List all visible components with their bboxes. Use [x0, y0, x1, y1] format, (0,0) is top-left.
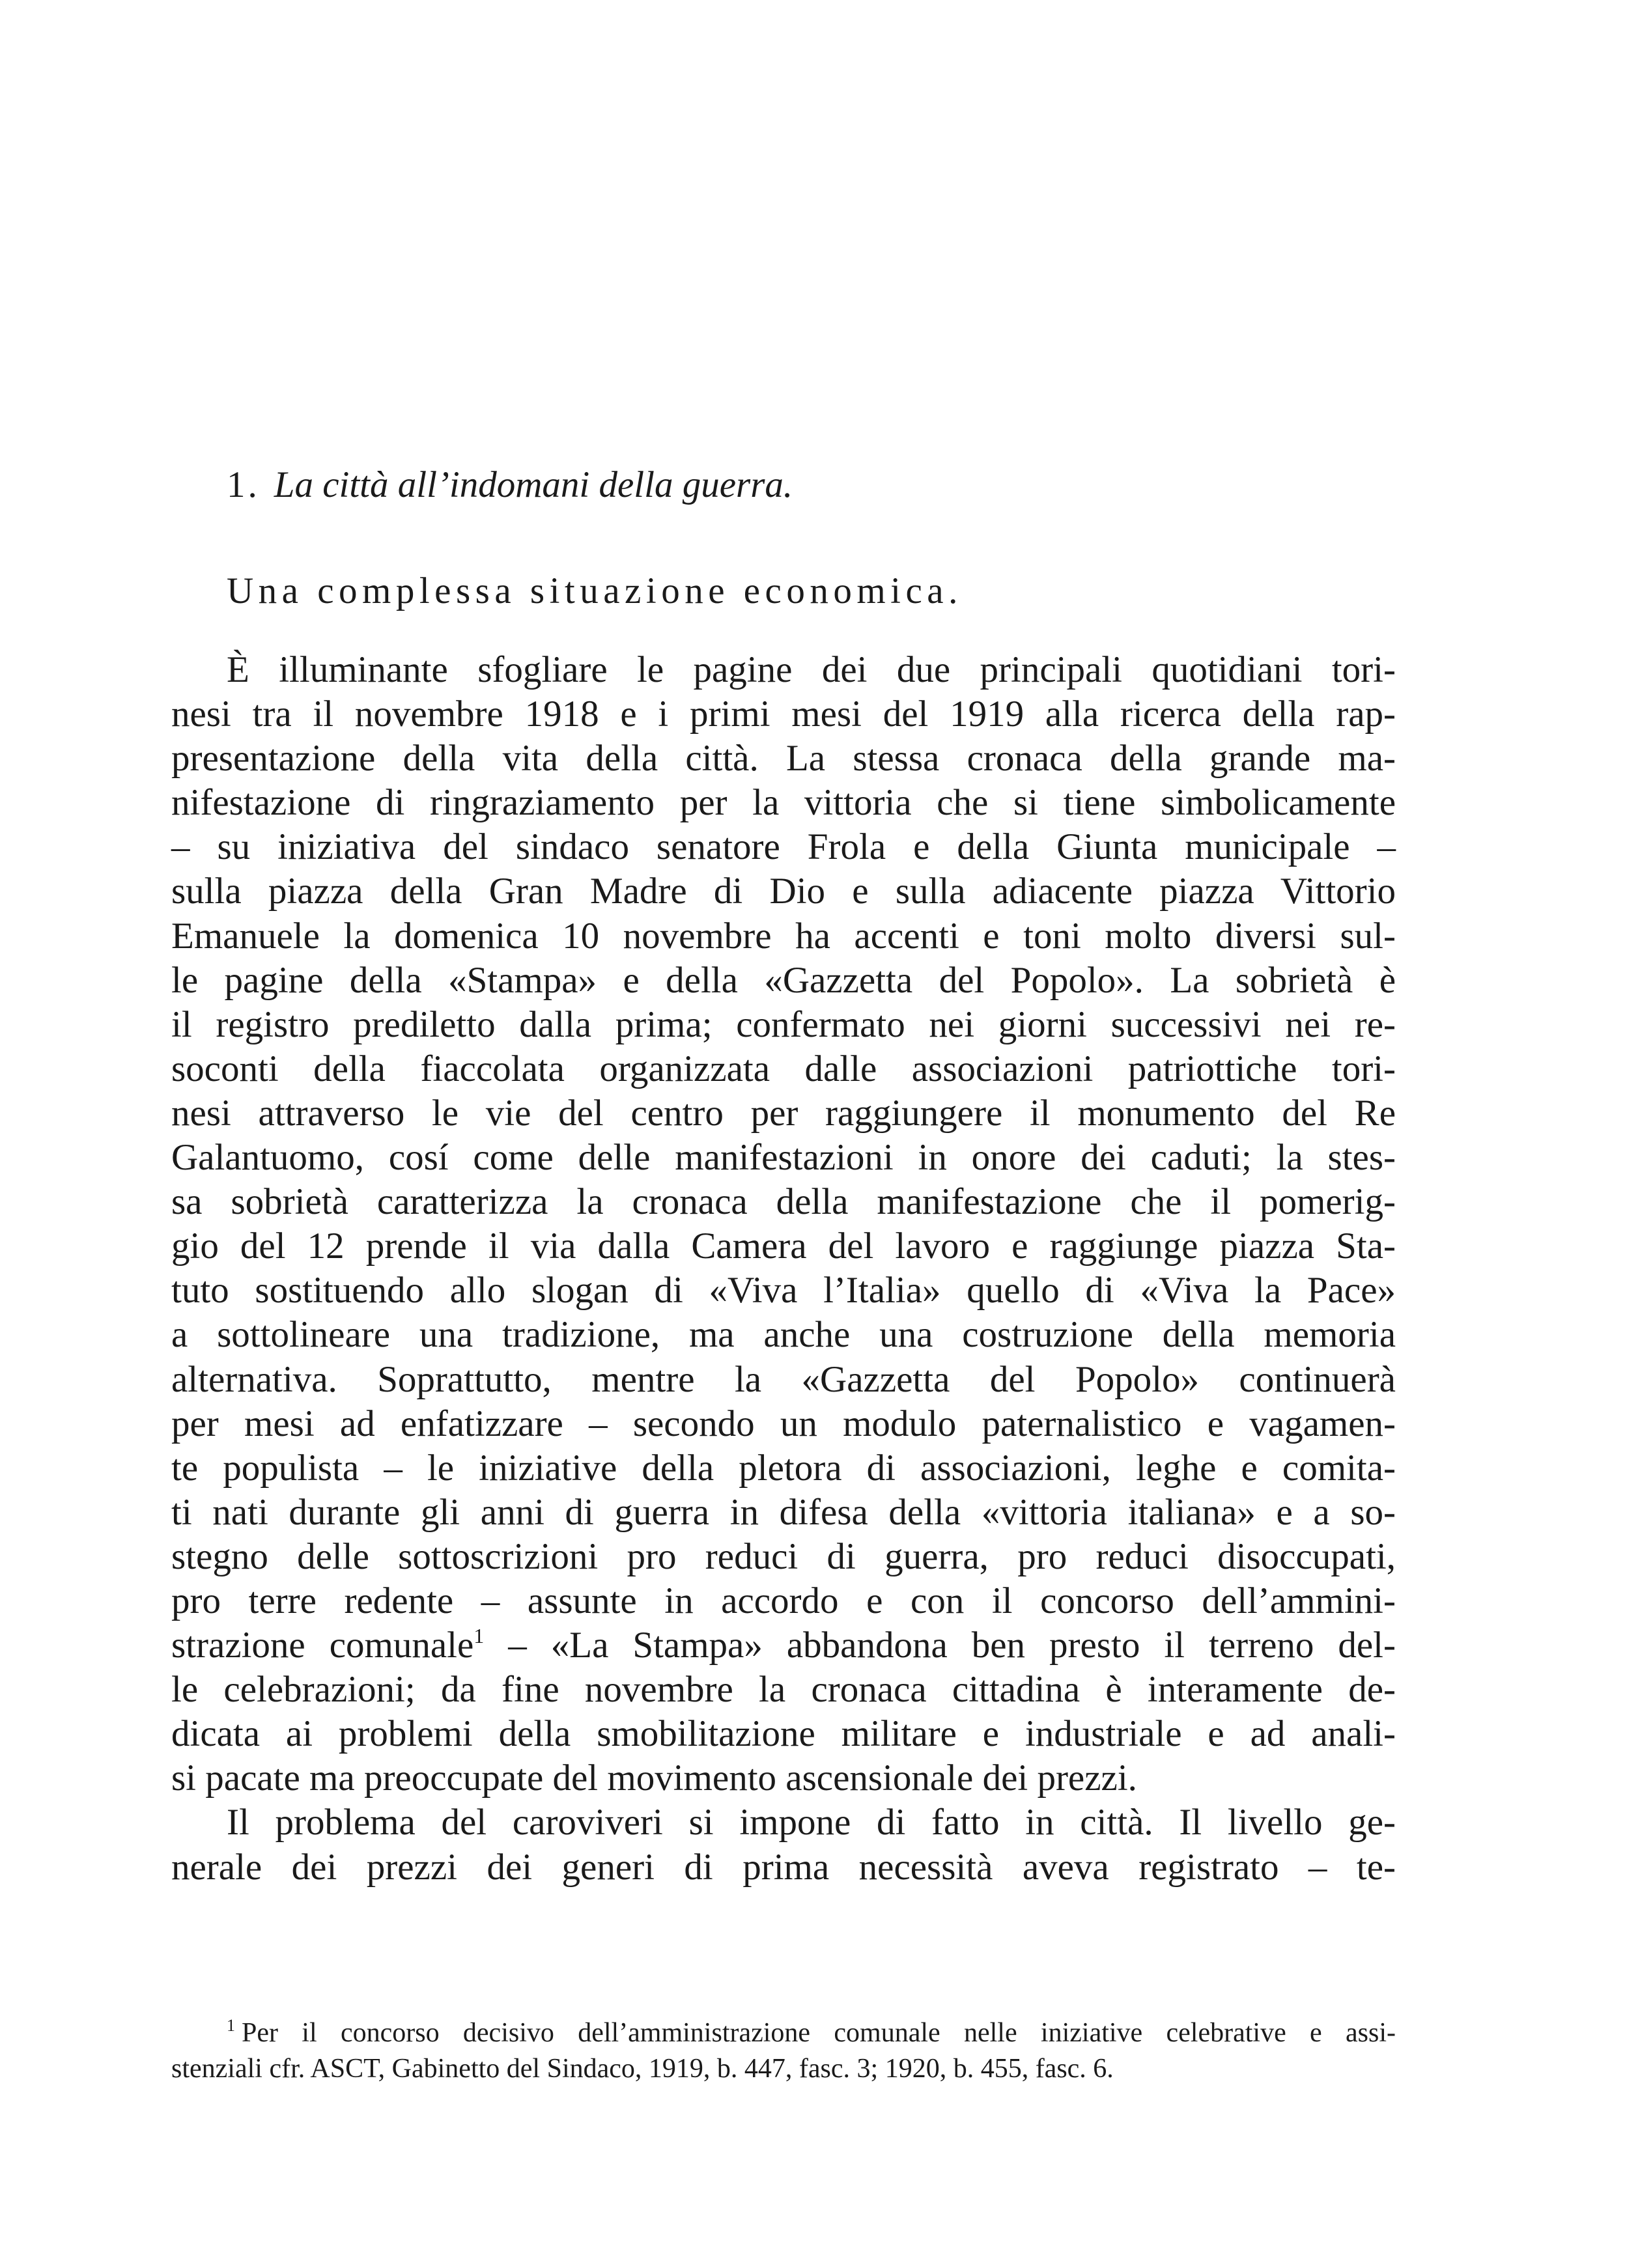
text-line: le pagine della «Stampa» e della «Gazzetta del Popolo». La sobrietà è: [171, 959, 1396, 1001]
text-line: alternativa. Soprattutto, mentre la «Gazzetta del Popolo» continuerà: [171, 1358, 1396, 1400]
text-line: per mesi ad enfatizzare – secondo un modulo paternalistico e vagamen-: [171, 1403, 1396, 1444]
chapter-title: La città all’indomani della guerra.: [274, 464, 793, 505]
text-line: nifestazione di ringraziamento per la vittoria che si tiene simbolicamente: [171, 782, 1396, 824]
footnote-text: Per il concorso decisivo dell’amministrazione comunale nelle iniziative celebrative e assi-: [242, 2018, 1396, 2048]
text-line: soconti della fiaccolata organizzata dalle associazioni patriottiche tori-: [171, 1048, 1396, 1089]
text-line: sa sobrietà caratterizza la cronaca della manifestazione che il pomerig-: [171, 1181, 1396, 1223]
text-line: presentazione della vita della città. La stessa cronaca della grande ma-: [171, 738, 1396, 779]
text-line: sulla piazza della Gran Madre di Dio e sulla adiacente piazza Vittorio: [171, 871, 1396, 912]
body-text: [171, 648, 1396, 1890]
text-line: il registro prediletto dalla prima; confermato nei giorni successivi nei re-: [171, 1003, 1396, 1045]
text-line: tuto sostituendo allo slogan di «Viva l’Italia» quello di «Viva la Pace»: [171, 1270, 1396, 1311]
chapter-heading: [227, 459, 793, 511]
text-line: si pacate ma preoccupate del movimento ascensionale dei prezzi.: [171, 1757, 1137, 1799]
footnote-line: [171, 2015, 1396, 2051]
footnote-line: stenziali cfr. ASCT, Gabinetto del Sindaco, 1919, b. 447, fasc. 3; 1920, b. 455, fasc. 6.: [171, 2054, 1114, 2084]
chapter-number: 1.: [227, 464, 260, 505]
text-line: pro terre redente – assunte in accordo e con il concorso dell’ammini-: [171, 1580, 1396, 1621]
text-segment: – «La Stampa» abbandona ben presto il terreno del-: [484, 1625, 1396, 1666]
text-line: nerale dei prezzi dei generi di prima necessità aveva registrato – te-: [171, 1846, 1396, 1888]
text-line: – su iniziativa del sindaco senatore Frola e della Giunta municipale –: [171, 826, 1396, 868]
text-line: Emanuele la domenica 10 novembre ha accenti e toni molto diversi sul-: [171, 915, 1396, 957]
text-line: stegno delle sottoscrizioni pro reduci di guerra, pro reduci disoccupati,: [171, 1535, 1396, 1577]
footnotes: [171, 2015, 1396, 2087]
text-segment: strazione comunale: [171, 1625, 474, 1666]
text-line-with-footnote-ref: [171, 1623, 1396, 1668]
text-line: È illuminante sfogliare le pagine dei due principali quotidiani tori-: [227, 649, 1396, 690]
footnote-reference[interactable]: 1: [473, 1624, 485, 1648]
text-line: gio del 12 prende il via dalla Camera del lavoro e raggiunge piazza Sta-: [171, 1225, 1396, 1267]
text-line: le celebrazioni; da fine novembre la cronaca cittadina è interamente de-: [171, 1669, 1396, 1711]
text-line: dicata ai problemi della smobilitazione militare e industriale e ad anali-: [171, 1713, 1396, 1755]
text-line: nesi attraverso le vie del centro per raggiungere il monumento del Re: [171, 1092, 1396, 1134]
text-line: Il problema del caroviveri si impone di fatto in città. Il livello ge-: [227, 1802, 1396, 1843]
footnote-number: 1: [227, 2016, 235, 2035]
text-line: te populista – le iniziative della pletora di associazioni, leghe e comita-: [171, 1447, 1396, 1489]
text-line: Galantuomo, cosí come delle manifestazioni in onore dei caduti; la stes-: [171, 1137, 1396, 1179]
section-heading: Una complessa situazione economica.: [227, 570, 963, 611]
text-line: a sottolineare una tradizione, ma anche una costruzione della memoria: [171, 1314, 1396, 1356]
text-line: nesi tra il novembre 1918 e i primi mesi del 1919 alla ricerca della rap-: [171, 693, 1396, 735]
text-line: ti nati durante gli anni di guerra in difesa della «vittoria italiana» e a so-: [171, 1491, 1396, 1533]
